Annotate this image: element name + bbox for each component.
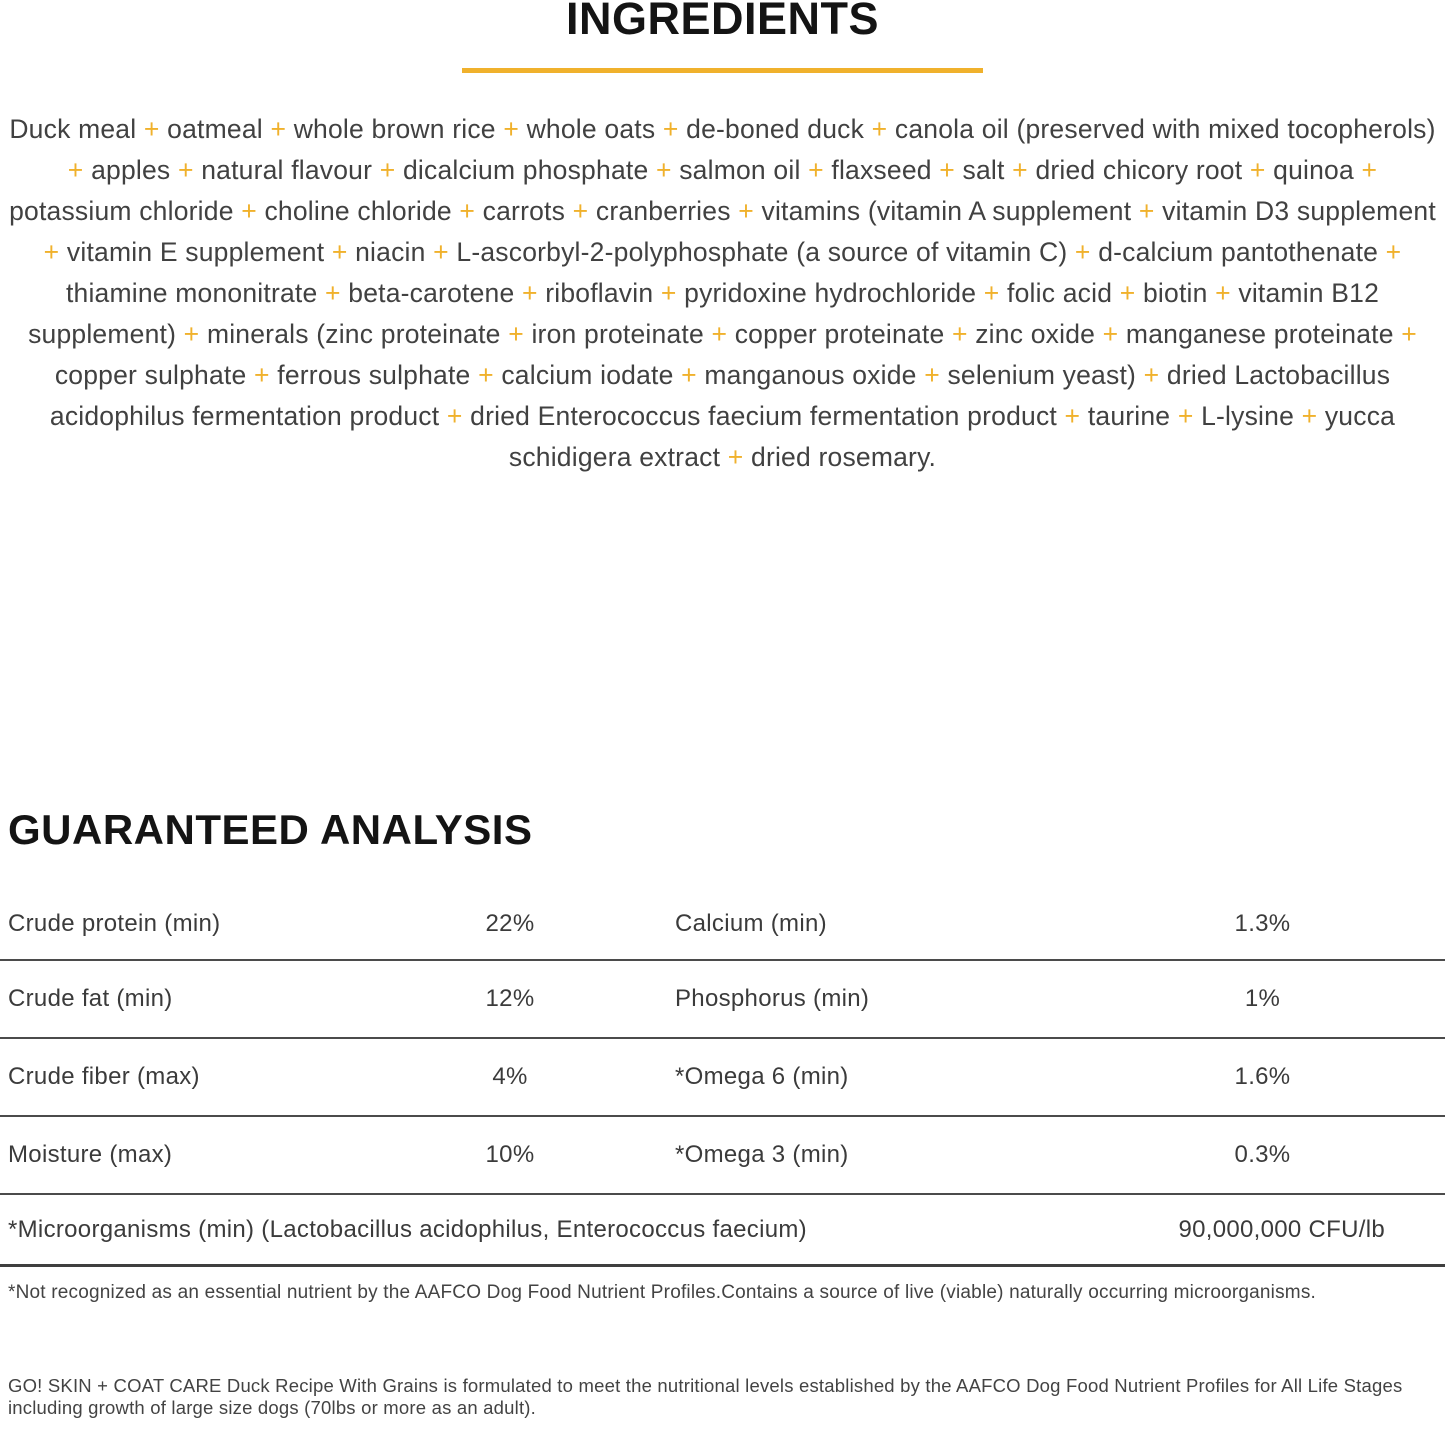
analysis-value: 0.3% — [1234, 1141, 1291, 1168]
analysis-label: Calcium (min) — [675, 909, 827, 937]
analysis-row — [0, 888, 1445, 961]
plus-separator-icon: + — [1102, 319, 1119, 349]
analysis-row-microorganisms — [0, 1195, 1445, 1267]
ingredient-item: oatmeal — [167, 114, 263, 144]
ingredient-item: dried chicory root — [1035, 155, 1243, 185]
plus-separator-icon: + — [331, 237, 348, 267]
ingredient-item: whole oats — [526, 114, 656, 144]
plus-separator-icon: + — [1119, 278, 1136, 308]
analysis-value: 12% — [485, 985, 535, 1012]
plus-separator-icon: + — [983, 278, 1000, 308]
plus-separator-icon: + — [572, 196, 589, 226]
plus-separator-icon: + — [270, 114, 287, 144]
plus-separator-icon: + — [1074, 237, 1091, 267]
ingredients-title: INGREDIENTS — [565, 0, 880, 44]
plus-separator-icon: + — [143, 114, 160, 144]
ingredient-item: yucca schidigera extract — [508, 401, 1396, 472]
ingredient-item: salmon oil — [679, 155, 801, 185]
plus-separator-icon: + — [1138, 196, 1155, 226]
plus-separator-icon: + — [681, 360, 697, 390]
plus-separator-icon: + — [1401, 319, 1417, 349]
ingredient-item: selenium yeast) — [947, 360, 1137, 390]
plus-separator-icon: + — [503, 114, 520, 144]
ingredient-item: vitamin E supplement — [66, 237, 325, 267]
plus-separator-icon: + — [1143, 360, 1160, 390]
analysis-label: *Omega 6 (min) — [675, 1063, 849, 1090]
analysis-row — [0, 961, 1445, 1039]
guaranteed-analysis-table — [0, 888, 1445, 1267]
analysis-value: 1.3% — [1234, 909, 1291, 937]
ingredient-item: dried rosemary. — [751, 442, 937, 472]
ingredient-item: taurine — [1087, 401, 1171, 431]
ingredients-header — [0, 0, 1445, 73]
ingredient-item: ferrous sulphate — [277, 360, 471, 390]
ingredient-item: vitamin D3 supplement — [1162, 196, 1436, 226]
plus-separator-icon: + — [1385, 237, 1402, 267]
plus-separator-icon: + — [1249, 155, 1266, 185]
ingredient-item: riboflavin — [545, 278, 654, 308]
ingredient-item: manganese proteinate — [1125, 319, 1394, 349]
ingredient-item: whole brown rice — [293, 114, 496, 144]
ingredient-item: iron proteinate — [531, 319, 704, 349]
aafco-footnote: *Not recognized as an essential nutrient by the AAFCO Dog Food Nutrient Profiles.Contains a source of live (viable) naturally occurring microorganisms. — [8, 1282, 1317, 1303]
plus-separator-icon: + — [662, 114, 679, 144]
analysis-label: Phosphorus (min) — [675, 985, 870, 1012]
analysis-label: Crude protein (min) — [8, 909, 221, 937]
plus-separator-icon: + — [871, 114, 888, 144]
ingredient-item: canola oil (preserved with mixed tocopherols) — [894, 114, 1436, 144]
formulation-statement: GO! SKIN + COAT CARE Duck Recipe With Grains is formulated to meet the nutritional levels established by the AAFCO Dog Food Nutrient Profiles for All Life Stages including growth of large size dogs (70lbs or more as an adult). — [8, 1375, 1403, 1418]
plus-separator-icon: + — [738, 196, 754, 226]
ingredient-item: minerals (zinc proteinate — [206, 319, 501, 349]
analysis-row — [0, 1039, 1445, 1117]
ingredient-item: copper proteinate — [734, 319, 945, 349]
plus-separator-icon: + — [1064, 401, 1081, 431]
plus-separator-icon: + — [254, 360, 270, 390]
analysis-value: 1% — [1244, 985, 1281, 1012]
analysis-label: Moisture (max) — [8, 1141, 173, 1168]
plus-separator-icon: + — [1012, 155, 1028, 185]
ingredient-item: dicalcium phosphate — [402, 155, 649, 185]
plus-separator-icon: + — [43, 237, 60, 267]
plus-separator-icon: + — [459, 196, 476, 226]
ingredient-item: biotin — [1142, 278, 1208, 308]
plus-separator-icon: + — [67, 155, 84, 185]
plus-separator-icon: + — [951, 319, 968, 349]
plus-separator-icon: + — [727, 442, 744, 472]
ingredient-item: L-ascorbyl-2-polyphosphate (a source of vitamin C) — [456, 237, 1068, 267]
plus-separator-icon: + — [1301, 401, 1318, 431]
plus-separator-icon: + — [1177, 401, 1194, 431]
ingredient-item: Duck meal — [9, 114, 137, 144]
ingredient-item: cranberries — [595, 196, 731, 226]
plus-separator-icon: + — [1215, 278, 1231, 308]
ingredient-item: choline chloride — [264, 196, 452, 226]
plus-separator-icon: + — [324, 278, 341, 308]
ingredient-item: potassium chloride — [9, 196, 234, 226]
plus-separator-icon: + — [177, 155, 194, 185]
ingredient-item: folic acid — [1007, 278, 1113, 308]
plus-separator-icon: + — [655, 155, 672, 185]
guaranteed-analysis-title: GUARANTEED ANALYSIS — [8, 806, 533, 853]
ingredient-item: carrots — [482, 196, 566, 226]
ingredient-item: de-boned duck — [686, 114, 865, 144]
plus-separator-icon: + — [379, 155, 396, 185]
ingredient-item: pyridoxine hydrochloride — [684, 278, 977, 308]
ingredient-item: dried Enterococcus faecium fermentation product — [470, 401, 1057, 431]
ingredient-item: quinoa — [1273, 155, 1354, 185]
ingredient-item: vitamins (vitamin A supplement — [761, 196, 1132, 226]
plus-separator-icon: + — [660, 278, 677, 308]
plus-separator-icon: + — [711, 319, 728, 349]
plus-separator-icon: + — [508, 319, 524, 349]
analysis-value: 1.6% — [1234, 1063, 1291, 1090]
ingredient-item: beta-carotene — [348, 278, 515, 308]
ingredient-item: natural flavour — [201, 155, 373, 185]
ingredient-item: apples — [91, 155, 171, 185]
ingredient-item: dried Lactobacillus acidophilus fermentation product — [49, 360, 1391, 431]
plus-separator-icon: + — [478, 360, 494, 390]
ingredient-item: vitamin B12 supplement) — [28, 278, 1380, 349]
ingredients-list — [0, 109, 1445, 478]
plus-separator-icon: + — [939, 155, 955, 185]
ingredient-item: zinc oxide — [975, 319, 1096, 349]
analysis-value: 22% — [485, 909, 535, 937]
plus-separator-icon: + — [1361, 155, 1378, 185]
analysis-label: *Microorganisms (min) (Lactobacillus acidophilus, Enterococcus faecium) — [8, 1215, 807, 1243]
ingredient-item: calcium iodate — [501, 360, 674, 390]
plus-separator-icon: + — [521, 278, 538, 308]
analysis-value: 4% — [492, 1063, 528, 1090]
analysis-label: Crude fiber (max) — [8, 1063, 200, 1090]
analysis-value: 10% — [485, 1141, 535, 1168]
plus-separator-icon: + — [924, 360, 940, 390]
plus-separator-icon: + — [433, 237, 449, 267]
ingredient-item: L-lysine — [1201, 401, 1295, 431]
ingredient-item: thiamine mononitrate — [65, 278, 318, 308]
analysis-label: Crude fat (min) — [8, 985, 173, 1012]
title-underline-rule — [462, 68, 983, 73]
analysis-label: *Omega 3 (min) — [675, 1141, 849, 1168]
ingredient-item: salt — [962, 155, 1005, 185]
ingredient-item: niacin — [355, 237, 426, 267]
plus-separator-icon: + — [183, 319, 200, 349]
plus-separator-icon: + — [446, 401, 463, 431]
ingredient-item: flaxseed — [831, 155, 932, 185]
plus-separator-icon: + — [241, 196, 257, 226]
ingredient-item: copper sulphate — [54, 360, 247, 390]
ingredient-item: manganous oxide — [704, 360, 917, 390]
plus-separator-icon: + — [808, 155, 824, 185]
analysis-value: 90,000,000 CFU/lb — [1178, 1215, 1385, 1243]
analysis-row — [0, 1117, 1445, 1195]
ingredient-item: d-calcium pantothenate — [1098, 237, 1379, 267]
